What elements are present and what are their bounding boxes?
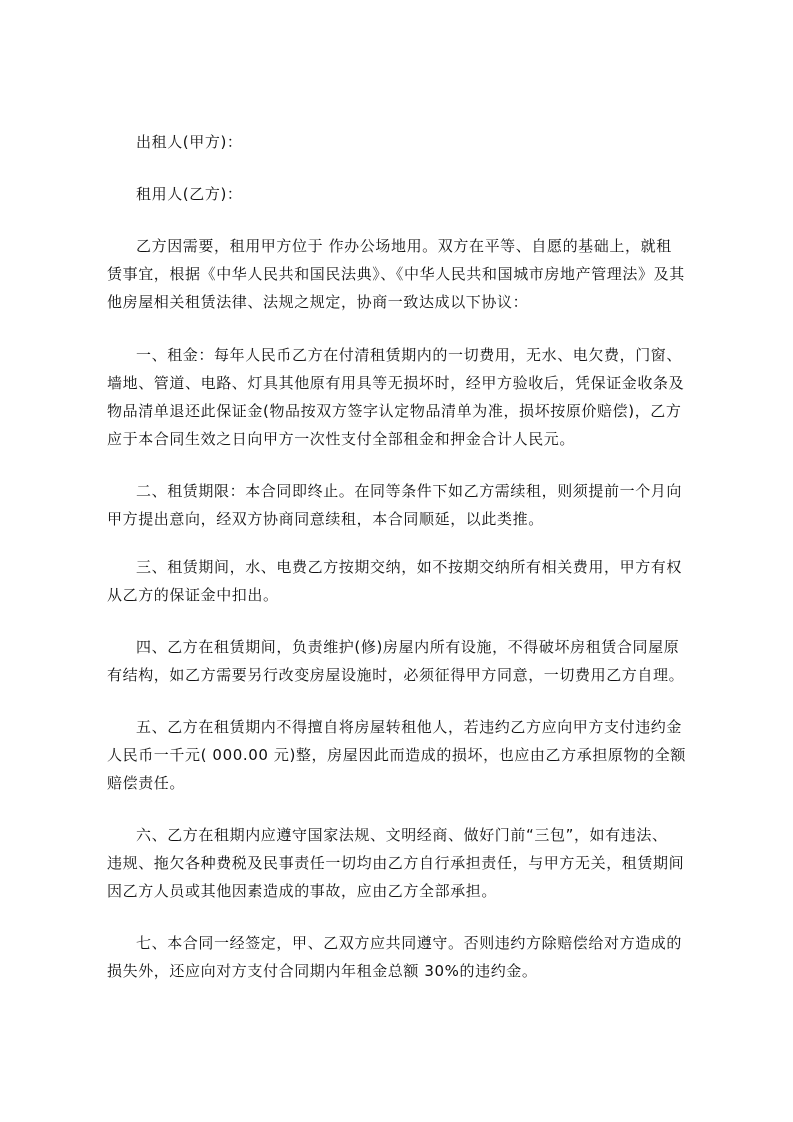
clause-6-line: 因乙方人员或其他因素造成的事故，应由乙方全部承担。 — [107, 882, 498, 900]
clause-3-line: 从乙方的保证金中扣出。 — [107, 586, 279, 604]
clause-1-line: 墙地、管道、电路、灯具其他原有用具等无损坏时，经甲方验收后，凭保证金收条及 — [107, 374, 685, 392]
clause-1-line: 物品清单退还此保证金(物品按双方签字认定物品清单为准，损坏按原价赔偿)，乙方 — [107, 402, 682, 420]
intro-line: 他房屋相关租赁法律、法规之规定，协商一致达成以下协议： — [107, 293, 529, 311]
lessor-label: 出租人(甲方)： — [136, 133, 243, 151]
clause-5-line: 五、乙方在租赁期内不得擅自将房屋转租他人，若违约乙方应向甲方支付违约金 — [136, 718, 683, 736]
clause-2-line: 二、租赁期限：本合同即终止。在同等条件下如乙方需续租，则须提前一个月向 — [136, 482, 683, 500]
clause-2-line: 甲方提出意向，经双方协商同意续租，本合同顺延，以此类推。 — [107, 510, 544, 528]
clause-6-line: 违规、拖欠各种费税及民事责任一切均由乙方自行承担责任，与甲方无关，租赁期间 — [107, 854, 685, 872]
intro-line: 乙方因需要，租用甲方位于 作办公场地用。双方在平等、自愿的基础上，就租 — [136, 237, 672, 255]
clause-5-line: 赔偿责任。 — [107, 774, 186, 792]
intro-line: 赁事宜，根据《中华人民共和国民法典》、《中华人民共和国城市房地产管理法》及其 — [107, 265, 685, 283]
clause-4-line: 四、乙方在租赁期间，负责维护(修)房屋内所有设施，不得破坏房租赁合同屋原 — [136, 638, 680, 656]
clause-3-line: 三、租赁期间，水、电费乙方按期交纳，如不按期交纳所有相关费用，甲方有权 — [136, 558, 683, 576]
clause-1-line: 应于本合同生效之日向甲方一次性支付全部租金和押金合计人民元。 — [107, 430, 576, 448]
clause-5-line: 人民币一千元( 000.00 元)整，房屋因此而造成的损坏，也应由乙方承担原物的全额 — [107, 746, 686, 764]
clause-4-line: 有结构，如乙方需要另行改变房屋设施时，必须征得甲方同意，一切费用乙方自理。 — [107, 666, 685, 684]
lessee-label: 租用人(乙方)： — [136, 185, 243, 203]
clause-6-line: 六、乙方在租期内应遵守国家法规、文明经商、做好门前“三包”，如有违法、 — [136, 826, 668, 844]
clause-7-line: 损失外，还应向对方支付合同期内年租金总额 30%的违约金。 — [107, 962, 538, 980]
clause-1-line: 一、租金：每年人民币乙方在付清租赁期内的一切费用，无水、电欠费，门窗、 — [136, 346, 683, 364]
clause-7-line: 七、本合同一经签定，甲、乙双方应共同遵守。否则违约方除赔偿给对方造成的 — [136, 934, 683, 952]
